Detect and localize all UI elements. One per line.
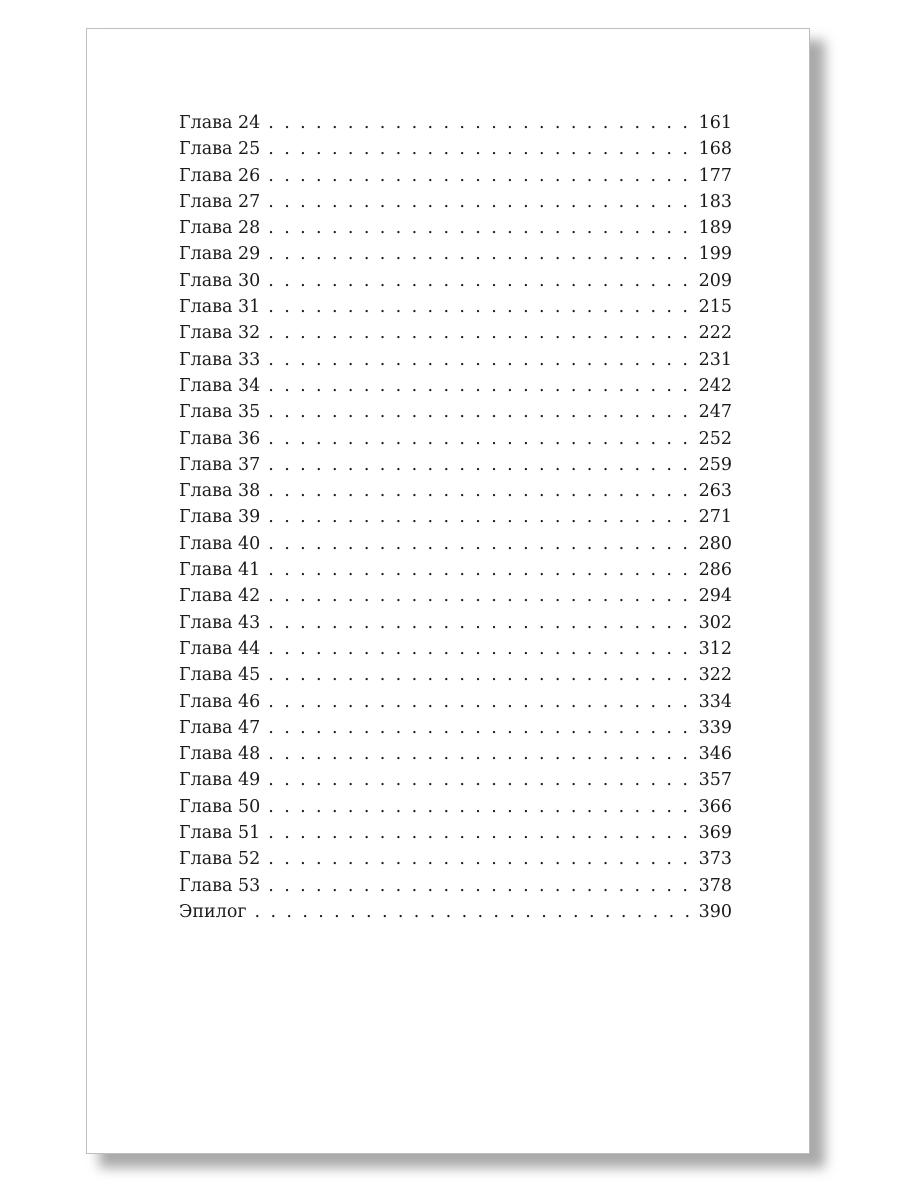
dot-leader — [268, 166, 690, 186]
toc-entry-page-number: 339 — [698, 717, 732, 738]
toc-entry-title: Глава 32 — [179, 323, 261, 344]
toc-entry-page-number: 346 — [698, 744, 732, 765]
toc-entry — [179, 402, 732, 428]
dot-leader — [268, 271, 690, 291]
toc-entry-page-number: 259 — [698, 454, 732, 475]
dot-leader — [268, 244, 690, 264]
toc-entry-title: Глава 52 — [179, 849, 261, 870]
dot-leader — [268, 534, 690, 554]
toc-entry-title: Глава 35 — [179, 402, 261, 423]
toc-entry — [179, 902, 732, 928]
dot-leader — [268, 586, 690, 606]
toc-entry-title: Глава 44 — [179, 638, 261, 659]
toc-entry-title: Глава 30 — [179, 270, 261, 291]
toc-entry — [179, 560, 732, 586]
toc-entry-page-number: 294 — [698, 586, 732, 607]
dot-leader — [268, 692, 690, 712]
toc-entry-title: Глава 36 — [179, 428, 261, 449]
toc-entry-title: Глава 31 — [179, 297, 261, 318]
toc-entry-title: Глава 24 — [179, 113, 261, 133]
dot-leader — [268, 376, 690, 396]
toc-entry-page-number: 247 — [698, 402, 732, 423]
toc-entry-page-number: 334 — [698, 691, 732, 712]
toc-entry-page-number: 322 — [698, 665, 732, 686]
dot-leader — [268, 507, 690, 527]
toc-entry-title: Глава 47 — [179, 717, 261, 738]
toc-entry-title: Глава 51 — [179, 823, 261, 844]
toc-entry-title: Глава 49 — [179, 770, 261, 791]
toc-entry — [179, 376, 732, 402]
toc-entry-page-number: 366 — [698, 796, 732, 817]
dot-leader — [268, 139, 690, 159]
toc-entry — [179, 744, 732, 770]
dot-leader — [268, 876, 690, 896]
toc-entry-page-number: 222 — [698, 323, 732, 344]
toc-entry-title: Глава 33 — [179, 349, 261, 370]
dot-leader — [268, 560, 690, 580]
dot-leader — [268, 323, 690, 343]
toc-entry-page-number: 302 — [698, 612, 732, 633]
toc-entry-title: Глава 27 — [179, 191, 261, 212]
toc-entry-title: Эпилог — [179, 901, 247, 922]
toc-entry — [179, 639, 732, 665]
toc-entry — [179, 455, 732, 481]
dot-leader — [268, 297, 690, 317]
dot-leader — [268, 744, 690, 764]
dot-leader — [268, 481, 690, 501]
toc-entry-page-number: 378 — [698, 875, 732, 896]
toc-entry-page-number: 369 — [698, 823, 732, 844]
toc-entry — [179, 350, 732, 376]
toc-entry-page-number: 209 — [698, 270, 732, 291]
toc-entry-page-number: 312 — [698, 638, 732, 659]
toc-entry-page-number: 177 — [698, 165, 732, 186]
toc-entry-page-number: 168 — [698, 139, 732, 160]
toc-entry-page-number: 390 — [698, 901, 732, 922]
toc-entry — [179, 849, 732, 875]
dot-leader — [255, 902, 690, 922]
dot-leader — [268, 797, 690, 817]
toc-entry — [179, 613, 732, 639]
toc-entry-page-number: 263 — [698, 481, 732, 502]
toc-entry — [179, 192, 732, 218]
dot-leader — [268, 192, 690, 212]
toc-entry — [179, 770, 732, 796]
toc-entry — [179, 429, 732, 455]
dot-leader — [268, 218, 690, 238]
toc-entry — [179, 665, 732, 691]
toc-entry-page-number: 189 — [698, 218, 732, 239]
book-page — [86, 28, 810, 1154]
toc-entry-title: Глава 43 — [179, 612, 261, 633]
toc-entry — [179, 534, 732, 560]
toc-entry-title: Глава 41 — [179, 560, 261, 581]
dot-leader — [268, 455, 690, 475]
toc-entry-page-number: 199 — [698, 244, 732, 265]
toc-entry-title: Глава 48 — [179, 744, 261, 765]
toc-entry-title: Глава 39 — [179, 507, 261, 528]
dot-leader — [268, 350, 690, 370]
toc-entry — [179, 244, 732, 270]
toc-entry — [179, 271, 732, 297]
toc-entry-title: Глава 38 — [179, 481, 261, 502]
toc-entry — [179, 507, 732, 533]
toc-entry-page-number: 183 — [698, 191, 732, 212]
toc-entry-title: Глава 37 — [179, 454, 261, 475]
toc-entry-page-number: 215 — [698, 297, 732, 318]
toc-entry-page-number: 286 — [698, 560, 732, 581]
toc-entry — [179, 718, 732, 744]
dot-leader — [268, 849, 690, 869]
dot-leader — [268, 770, 690, 790]
dot-leader — [268, 823, 690, 843]
toc-entry-title: Глава 40 — [179, 533, 261, 554]
toc-entry — [179, 823, 732, 849]
dot-leader — [268, 665, 690, 685]
toc-entry — [179, 481, 732, 507]
toc-entry-title: Глава 46 — [179, 691, 261, 712]
toc-entry-page-number: 231 — [698, 349, 732, 370]
toc-entry-title: Глава 53 — [179, 875, 261, 896]
dot-leader — [268, 718, 690, 738]
dot-leader — [268, 402, 690, 422]
toc-entry-page-number: 252 — [698, 428, 732, 449]
toc-entry-title: Глава 34 — [179, 375, 261, 396]
toc-entry-title: Глава 45 — [179, 665, 261, 686]
toc-entry — [179, 297, 732, 323]
toc-entry-page-number: 280 — [698, 533, 732, 554]
toc-entry — [179, 797, 732, 823]
toc-entry-title: Глава 25 — [179, 139, 261, 160]
table-of-contents — [179, 113, 732, 928]
toc-entry-title: Глава 28 — [179, 218, 261, 239]
toc-entry-title: Глава 50 — [179, 796, 261, 817]
toc-entry — [179, 139, 732, 165]
toc-entry — [179, 876, 732, 902]
toc-entry-title: Глава 42 — [179, 586, 261, 607]
toc-entry-page-number: 271 — [698, 507, 732, 528]
toc-entry-page-number: 357 — [698, 770, 732, 791]
toc-entry-title: Глава 26 — [179, 165, 261, 186]
toc-entry — [179, 692, 732, 718]
toc-entry — [179, 323, 732, 349]
toc-entry-page-number: 373 — [698, 849, 732, 870]
dot-leader — [268, 613, 690, 633]
toc-entry-page-number: 161 — [698, 113, 732, 133]
toc-entry — [179, 218, 732, 244]
toc-entry-title: Глава 29 — [179, 244, 261, 265]
dot-leader — [268, 113, 690, 133]
toc-entry-page-number: 242 — [698, 375, 732, 396]
dot-leader — [268, 429, 690, 449]
dot-leader — [268, 639, 690, 659]
toc-entry — [179, 586, 732, 612]
toc-entry — [179, 113, 732, 139]
toc-entry — [179, 166, 732, 192]
